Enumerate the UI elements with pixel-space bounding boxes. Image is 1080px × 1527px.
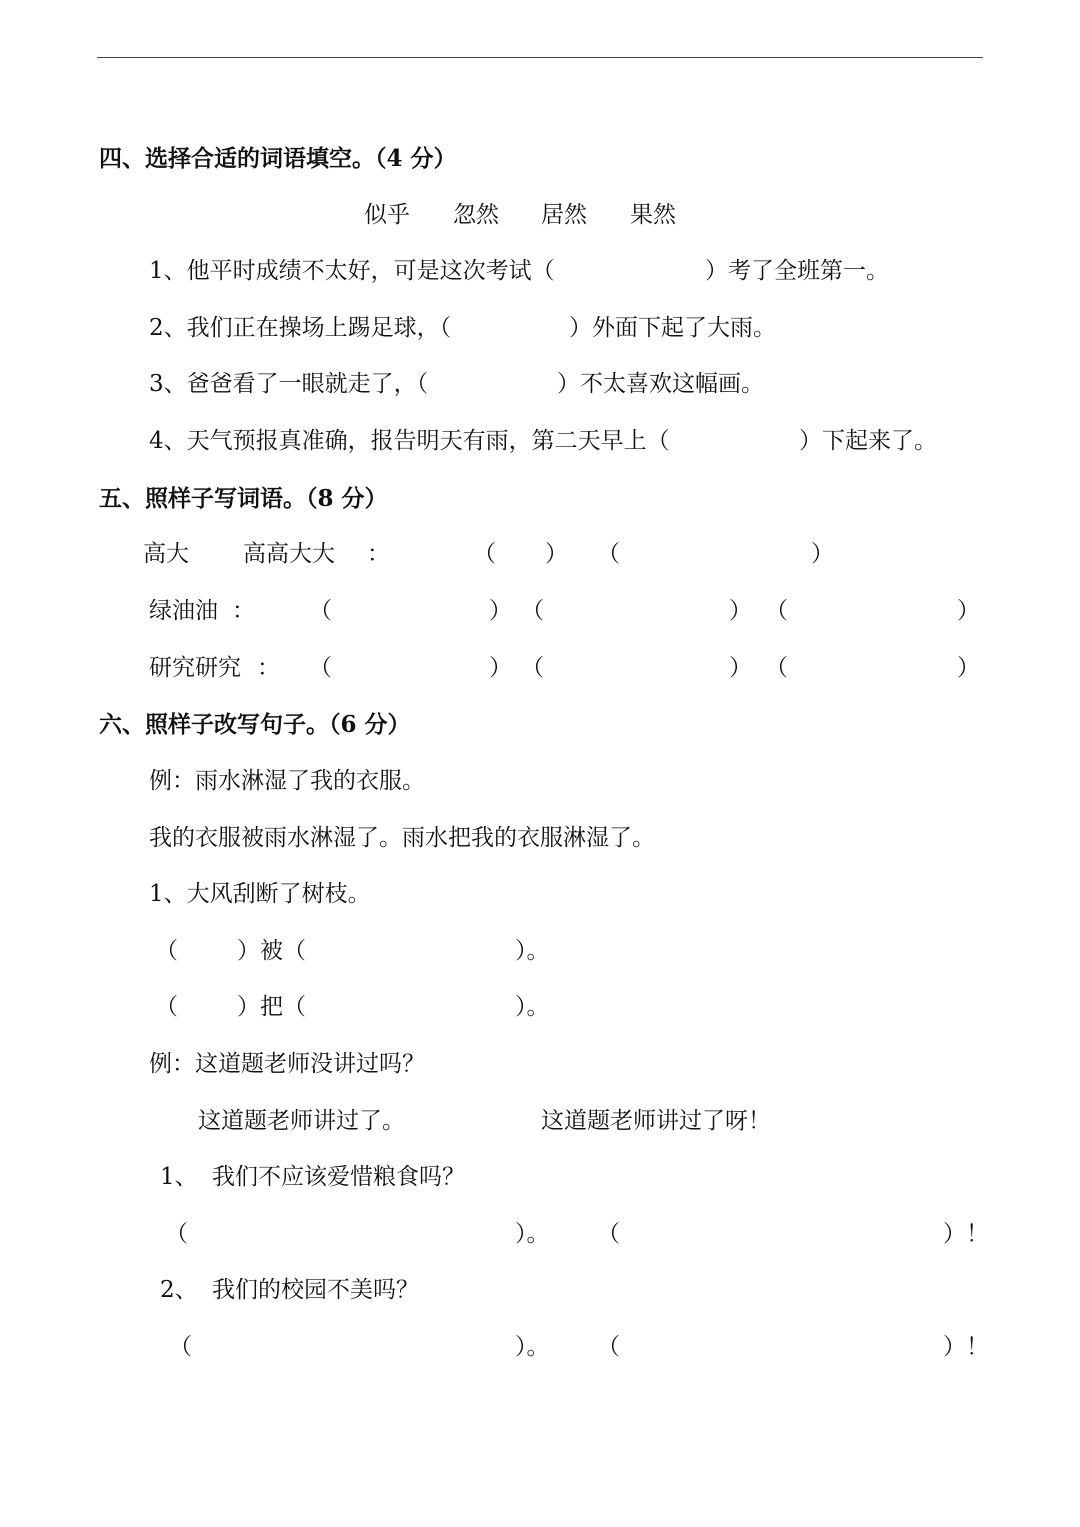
header-rule <box>97 57 983 58</box>
question-text: 我们的校园不美吗？ <box>212 1277 419 1303</box>
fill-blank-text: ）。 <box>515 938 550 964</box>
question-text: ）考了全班第一。 <box>705 258 889 284</box>
bracket: （ <box>169 1334 192 1360</box>
bracket: ） <box>729 598 752 624</box>
example-sentence: 例：这道题老师没讲过吗？ <box>149 1051 425 1077</box>
bracket: （ <box>765 598 788 624</box>
question-text: 1、大风刮断了树枝。 <box>149 881 371 907</box>
bracket: ） <box>957 655 980 681</box>
bracket: （ <box>309 655 332 681</box>
word-choice: 果然 <box>630 202 676 228</box>
example-word: 高大 <box>143 541 189 567</box>
colon: ： <box>232 598 255 624</box>
bracket: （ <box>473 541 496 567</box>
question-number: 2、 <box>160 1277 198 1303</box>
bracket: ） <box>545 541 568 567</box>
section-6-heading: 六、照样子改写句子。（6 分） <box>99 711 411 738</box>
section-5-heading: 五、照样子写词语。（8 分） <box>99 485 388 512</box>
colon: ： <box>367 541 390 567</box>
example-answer: 这道题老师讲过了呀！ <box>541 1108 771 1134</box>
question-text: ）下起来了。 <box>799 428 937 454</box>
bracket: （ <box>155 994 178 1020</box>
bracket: ） <box>729 655 752 681</box>
question-text: 1、他平时成绩不太好，可是这次考试（ <box>149 258 555 284</box>
example-sentence: 例：雨水淋湿了我的衣服。 <box>149 768 425 794</box>
question-text: 我们不应该爱惜粮食吗？ <box>212 1164 465 1190</box>
bracket: ） <box>811 541 834 567</box>
bracket: （ <box>597 541 620 567</box>
question-text: 3、爸爸看了一眼就走了，（ <box>149 371 429 397</box>
fill-blank-text: ）。 <box>515 994 550 1020</box>
bracket: ） <box>489 655 512 681</box>
word-choice: 忽然 <box>453 202 499 228</box>
bracket: ）。 <box>515 1221 550 1247</box>
section-4-heading: 四、选择合适的词语填空。（4 分） <box>99 145 457 172</box>
example-word: 研究研究 <box>149 655 241 681</box>
question-number: 1、 <box>160 1164 198 1190</box>
example-word: 绿油油 <box>149 598 218 624</box>
example-answer: 我的衣服被雨水淋湿了。雨水把我的衣服淋湿了。 <box>149 825 655 851</box>
bracket: ） <box>957 598 980 624</box>
bracket: （ <box>765 655 788 681</box>
bracket: （ <box>155 938 178 964</box>
colon: ： <box>257 655 280 681</box>
bracket: （ <box>521 655 544 681</box>
question-text: 4、天气预报真准确，报告明天有雨，第二天早上（ <box>149 428 670 454</box>
bracket: ） <box>489 598 512 624</box>
word-choice: 居然 <box>541 202 587 228</box>
bracket: （ <box>597 1221 620 1247</box>
fill-blank-text: ）把（ <box>237 994 306 1020</box>
question-text: 2、我们正在操场上踢足球，（ <box>149 315 452 341</box>
bracket: （ <box>309 598 332 624</box>
bracket: ）！ <box>943 1334 989 1360</box>
bracket: （ <box>521 598 544 624</box>
question-text: ）不太喜欢这幅画。 <box>557 371 764 397</box>
bracket: （ <box>597 1334 620 1360</box>
fill-blank-text: ）被（ <box>237 938 306 964</box>
word-choice: 似乎 <box>364 202 410 228</box>
example-word: 高高大大 <box>243 541 335 567</box>
bracket: ）。 <box>515 1334 550 1360</box>
example-answer: 这道题老师讲过了。 <box>198 1108 405 1134</box>
question-text: ）外面下起了大雨。 <box>569 315 776 341</box>
bracket: （ <box>165 1221 188 1247</box>
bracket: ）！ <box>943 1221 989 1247</box>
